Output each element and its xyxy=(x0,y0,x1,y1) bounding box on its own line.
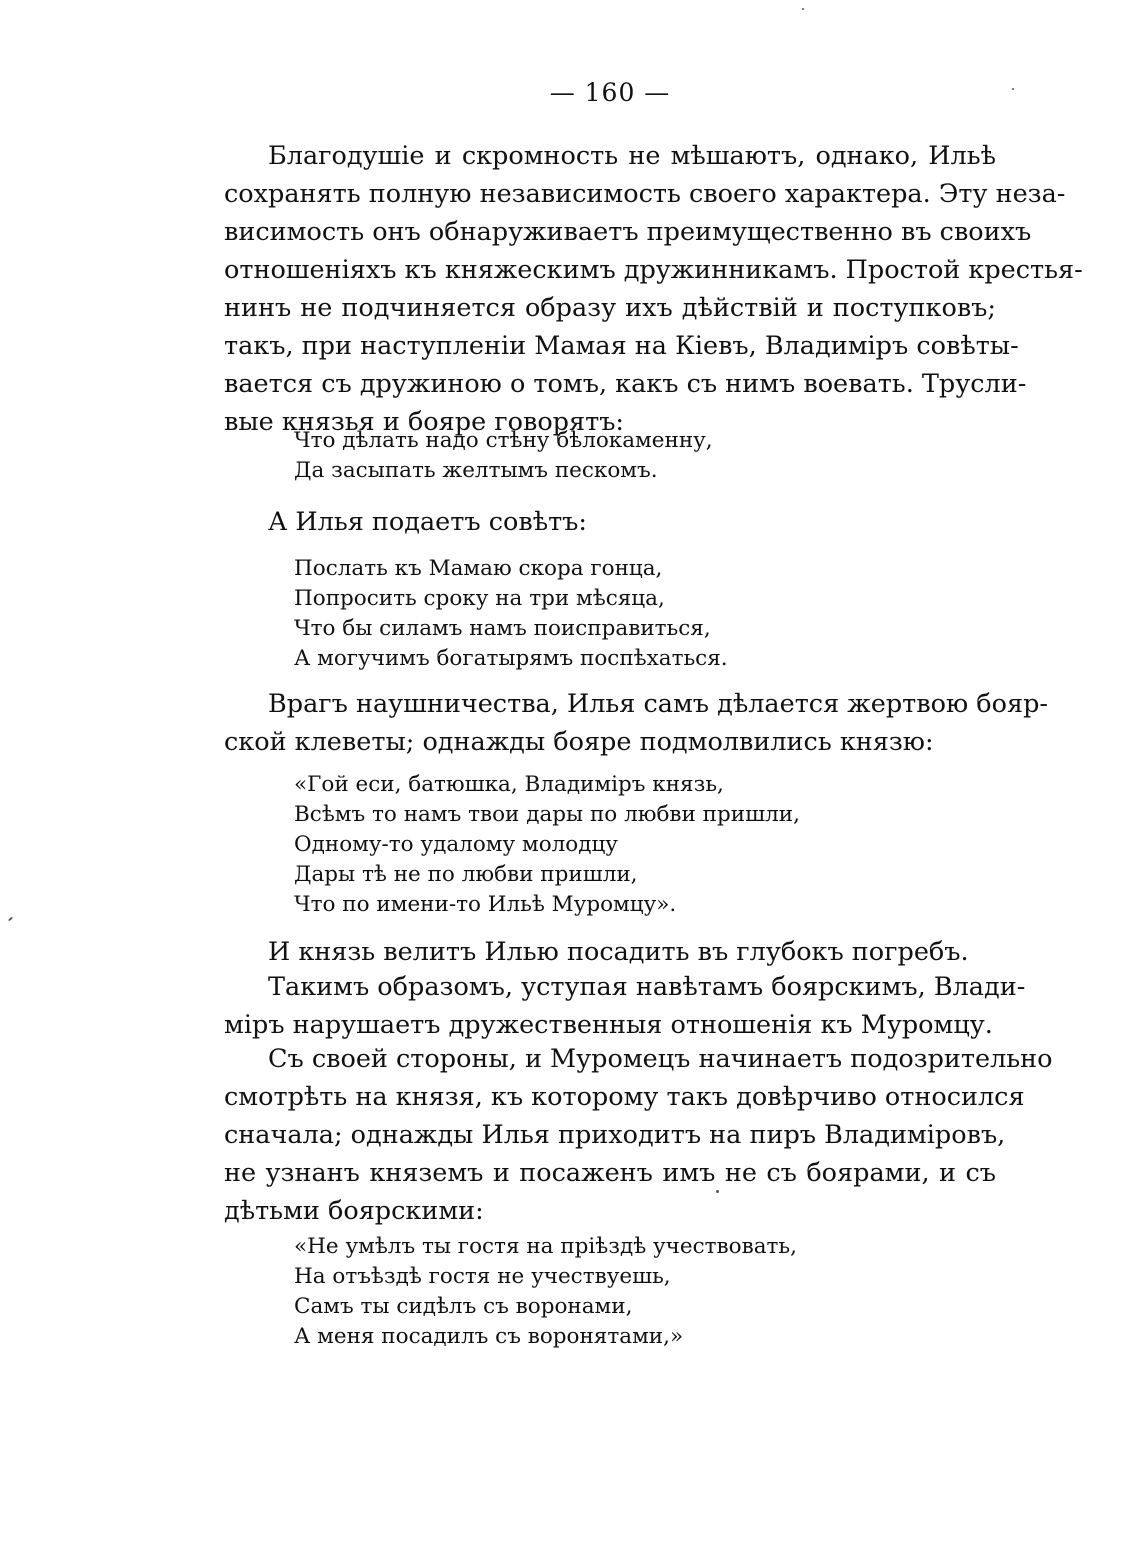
verse-line: А меня посадилъ съ воронятами,» xyxy=(294,1324,684,1349)
verse-quote-1 xyxy=(294,426,894,486)
verse-line: Попросить сроку на три мѣсяца, xyxy=(294,586,665,611)
verse-line: Что бы силамъ намъ поисправиться, xyxy=(294,616,711,641)
text-line: отношеніяхъ къ княжескимъ дружинникамъ. Простой крестья- xyxy=(224,255,1083,285)
paragraph-2 xyxy=(224,503,996,541)
paragraph-5 xyxy=(224,968,1026,1044)
text-line: сначала; однажды Илья приходитъ на пиръ Владиміровъ, xyxy=(224,1120,1006,1150)
text-line: вые князья и бояре говорятъ: xyxy=(224,407,625,437)
text-line: смотрѣть на князя, къ которому такъ довѣрчиво относился xyxy=(224,1082,1025,1112)
verse-quote-3 xyxy=(294,770,894,920)
verse-line: Дары тѣ не по любви пришли, xyxy=(294,862,638,887)
scan-speck xyxy=(716,1190,719,1193)
text-line: ской клеветы; однажды бояре подмолвились князю: xyxy=(224,727,934,757)
verse-line: Самъ ты сидѣлъ съ воронами, xyxy=(294,1294,633,1319)
text-line: міръ нарушаетъ дружественныя отношенія къ Муромцу. xyxy=(224,1010,993,1040)
scan-speck xyxy=(1012,88,1014,90)
verse-line: Да засыпать желтымъ пескомъ. xyxy=(294,458,658,483)
text-line: Врагъ наушничества, Илья самъ дѣлается жертвою бояр- xyxy=(268,689,1049,719)
text-line: не узнанъ княземъ и посаженъ имъ не съ боярами, и съ xyxy=(224,1158,996,1188)
verse-line: Всѣмъ то намъ твои дары по любви пришли, xyxy=(294,802,800,827)
paragraph-6 xyxy=(224,1040,1053,1230)
verse-line: На отъѣздѣ гостя не учествуешь, xyxy=(294,1264,671,1289)
text-line: дѣтьми боярскими: xyxy=(224,1196,484,1226)
page-number: — 160 — xyxy=(549,78,671,107)
text-line: Съ своей стороны, и Муромецъ начинаетъ подозрительно xyxy=(268,1044,1053,1074)
verse-quote-4 xyxy=(294,1232,894,1352)
verse-line: «Гой еси, батюшка, Владиміръ князь, xyxy=(294,772,724,797)
text-line: И князь велитъ Илью посадить въ глубокъ погребъ. xyxy=(268,937,969,967)
verse-line: Послать къ Мамаю скора гонца, xyxy=(294,556,663,581)
verse-line: Что по имени-то Ильѣ Муромцу». xyxy=(294,892,677,917)
text-line: Такимъ образомъ, уступая навѣтамъ боярскимъ, Влади- xyxy=(268,972,1026,1002)
paragraph-4 xyxy=(224,933,996,971)
verse-line: А могучимъ богатырямъ поспѣхаться. xyxy=(294,646,728,671)
paragraph-3 xyxy=(224,685,1049,761)
verse-quote-2 xyxy=(294,554,894,674)
verse-line: Одному-то удалому молодцу xyxy=(294,832,618,857)
scan-speck xyxy=(8,917,13,922)
text-line: нинъ не подчиняется образу ихъ дѣйствій и поступковъ; xyxy=(224,293,996,323)
scan-speck xyxy=(802,8,804,10)
paragraph-1 xyxy=(224,137,1083,441)
text-line: А Илья подаетъ совѣтъ: xyxy=(268,507,587,537)
verse-line: Что дѣлать надо стѣну бѣлокаменну, xyxy=(294,428,713,453)
text-line: сохранять полную независимость своего характера. Эту неза- xyxy=(224,179,1066,209)
verse-line: «Не умѣлъ ты гостя на пріѣздѣ учествовать, xyxy=(294,1234,797,1259)
text-line: такъ, при наступленіи Мамая на Кіевъ, Владиміръ совѣты- xyxy=(224,331,1019,361)
text-line: Благодушіе и скромность не мѣшаютъ, однако, Ильѣ xyxy=(268,141,996,171)
text-line: вается съ дружиною о томъ, какъ съ нимъ воевать. Трусли- xyxy=(224,369,1027,399)
text-line: висимость онъ обнаруживаетъ преимущественно въ своихъ xyxy=(224,217,1032,247)
